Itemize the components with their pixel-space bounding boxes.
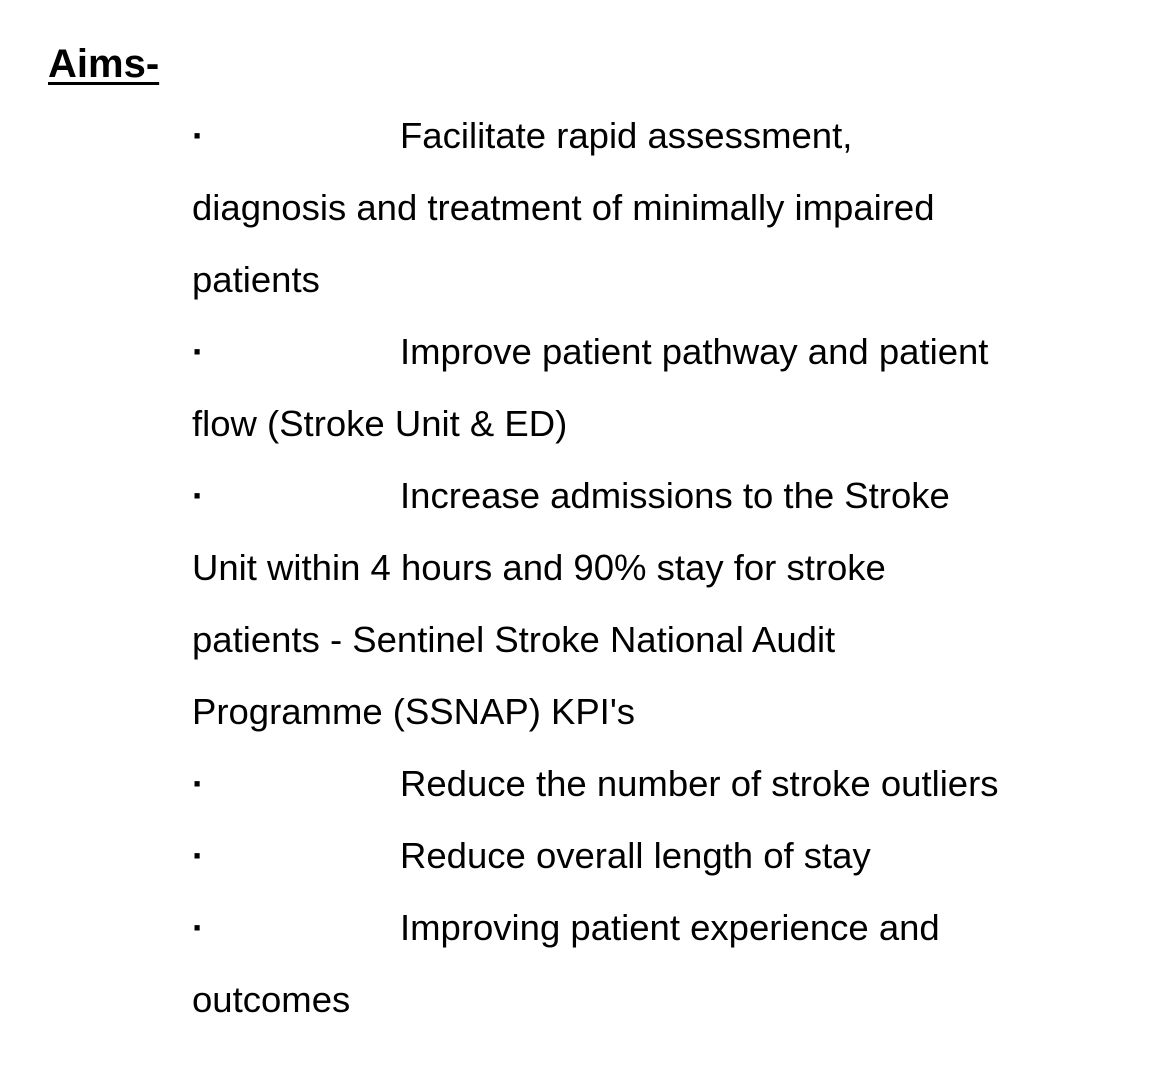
bullet-icon: ·: [192, 331, 205, 372]
aim-text-line: Facilitate rapid assessment,: [400, 115, 853, 156]
aim-item-6: [192, 892, 1152, 1036]
aim-item-5: [192, 820, 1152, 892]
aim-text-line: Improve patient pathway and patient: [400, 331, 989, 372]
aim-item-3: [192, 460, 1152, 748]
aim-item-1: [192, 100, 1152, 316]
bullet-icon: ·: [192, 475, 205, 516]
aim-text-line: Improving patient experience and: [400, 907, 940, 948]
aim-text-line: flow (Stroke Unit & ED): [192, 403, 568, 444]
aim-item-3-first-line: [192, 460, 1152, 532]
aim-text-line: diagnosis and treatment of minimally impaired: [192, 187, 935, 228]
aim-item-4-first-line: [192, 748, 1152, 820]
aims-heading: Aims-: [48, 42, 160, 86]
aim-item-5-first-line: [192, 820, 1152, 892]
aim-text-line: Reduce the number of stroke outliers: [400, 763, 999, 804]
aim-text-line: Increase admissions to the Stroke: [400, 475, 950, 516]
aim-text-line: outcomes: [192, 979, 351, 1020]
aim-item-6-first-line: [192, 892, 1152, 964]
aim-text-line: Reduce overall length of stay: [400, 835, 871, 876]
bullet-icon: ·: [192, 835, 205, 876]
aim-item-1-first-line: [192, 100, 1152, 172]
aim-text-line: Programme (SSNAP) KPI's: [192, 691, 636, 732]
aim-text-line: patients - Sentinel Stroke National Audit: [192, 619, 836, 660]
aim-item-2-first-line: [192, 316, 1152, 388]
bullet-icon: ·: [192, 115, 205, 156]
bullet-icon: ·: [192, 763, 205, 804]
aim-text-line: patients: [192, 259, 320, 300]
aims-list: [192, 100, 1152, 1036]
bullet-icon: ·: [192, 907, 205, 948]
aim-item-2: [192, 316, 1152, 460]
aim-item-4: [192, 748, 1152, 820]
aim-text-line: Unit within 4 hours and 90% stay for stroke: [192, 547, 886, 588]
